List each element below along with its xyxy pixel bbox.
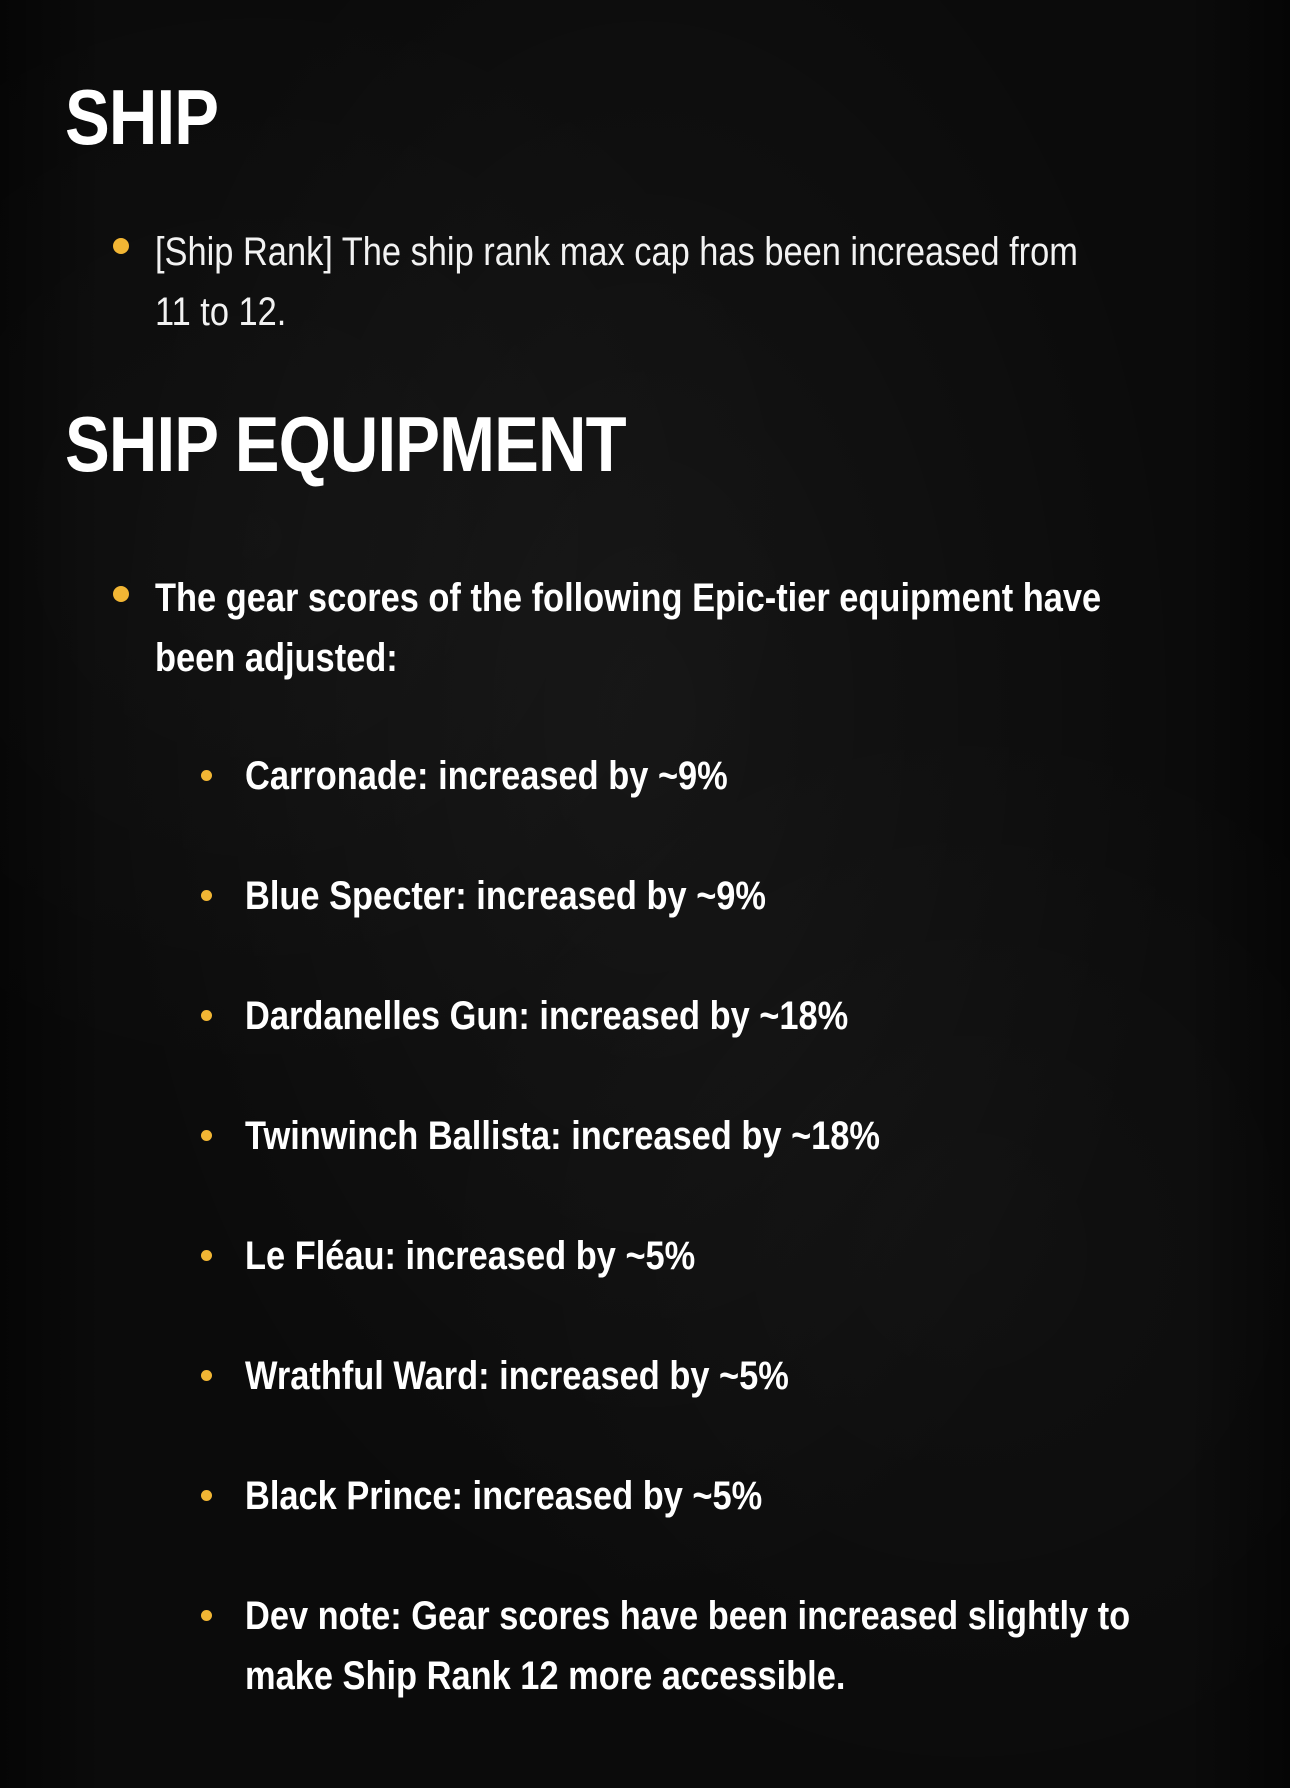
sub-bullet-carronade: Carronade: increased by ~9% [245,754,728,798]
sub-bullet-black-prince: Black Prince: increased by ~5% [245,1474,763,1518]
sub-bullet-twinwinch-ballista: Twinwinch Ballista: increased by ~18% [245,1114,881,1158]
ship-rank-bullet: [Ship Rank] The ship rank max cap has been increased from 11 to 12. [155,230,1078,334]
bullet-dot-icon [113,586,129,602]
bullet-dot-icon [113,238,129,254]
gear-scores-bullet: The gear scores of the following Epic-tier equipment have been adjusted: [155,576,1102,680]
sub-bullet-dev-note: Dev note: Gear scores have been increased slightly to make Ship Rank 12 more accessible. [245,1594,1131,1698]
sub-bullet-dot-icon [201,1370,212,1381]
section-heading-ship-equipment: SHIP EQUIPMENT [65,400,626,488]
sub-bullet-wrathful-ward: Wrathful Ward: increased by ~5% [245,1354,789,1398]
sub-bullet-le-fleau: Le Fléau: increased by ~5% [245,1234,696,1278]
sub-bullet-dot-icon [201,1610,212,1621]
sub-bullet-dot-icon [201,1250,212,1261]
sub-bullet-dot-icon [201,1490,212,1501]
sub-bullet-dot-icon [201,1010,212,1021]
sub-bullet-dot-icon [201,890,212,901]
sub-bullet-dot-icon [201,770,212,781]
sub-bullet-dardanelles-gun: Dardanelles Gun: increased by ~18% [245,994,849,1038]
sub-bullet-blue-specter: Blue Specter: increased by ~9% [245,874,767,918]
section-heading-ship: SHIP [65,73,219,161]
sub-bullet-dot-icon [201,1130,212,1141]
